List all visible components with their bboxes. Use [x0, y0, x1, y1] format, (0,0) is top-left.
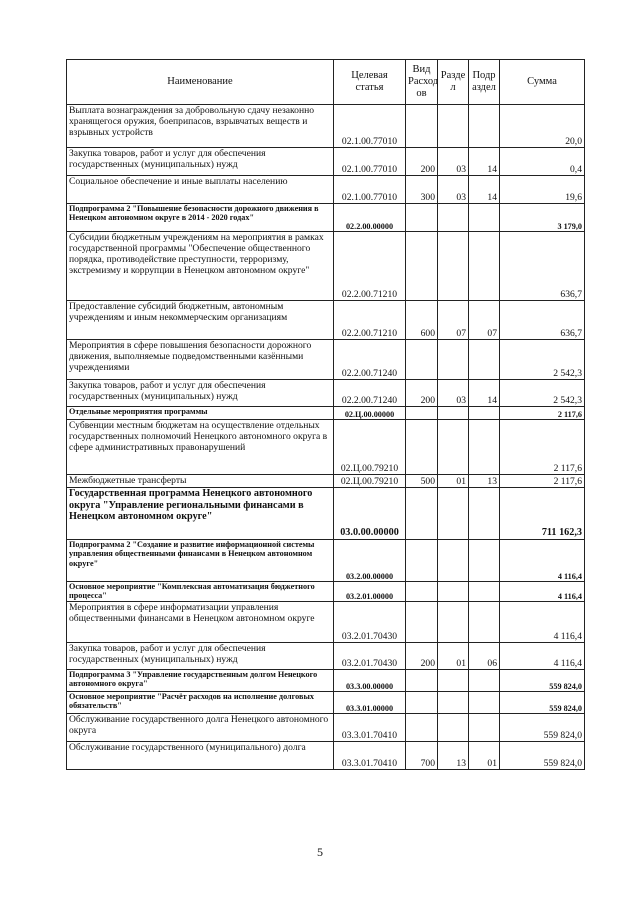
cell-section: 03 — [438, 380, 469, 407]
cell-name: Отдельные мероприятия программы — [67, 407, 334, 420]
cell-section — [438, 407, 469, 420]
cell-sum: 2 117,6 — [500, 420, 585, 475]
cell-target: 03.3.01.70410 — [334, 714, 406, 742]
table-row — [67, 420, 585, 475]
cell-name: Мероприятия в сфере повышения безопасности дорожного движения, выполняемые подведомственными казёнными учреждениями — [67, 340, 334, 380]
cell-target: 02.2.00.71210 — [334, 301, 406, 340]
cell-section — [438, 602, 469, 643]
cell-subsection: 14 — [469, 380, 500, 407]
page-number: 5 — [317, 845, 323, 859]
table-body — [67, 105, 585, 770]
cell-subsection — [469, 232, 500, 301]
cell-target: 02.2.00.00000 — [334, 204, 406, 232]
table-header-row — [67, 60, 585, 105]
table-row — [67, 148, 585, 176]
cell-subsection — [469, 714, 500, 742]
cell-subsection — [469, 340, 500, 380]
cell-sum: 4 116,4 — [500, 582, 585, 602]
cell-sum: 636,7 — [500, 232, 585, 301]
cell-target: 02.2.00.71240 — [334, 380, 406, 407]
cell-subsection — [469, 692, 500, 714]
cell-type — [406, 488, 438, 540]
cell-name: Мероприятия в сфере информатизации управления общественными финансами в Ненецком автономном округе — [67, 602, 334, 643]
cell-name: Межбюджетные трансферты — [67, 475, 334, 488]
cell-subsection: 01 — [469, 742, 500, 770]
cell-name: Закупка товаров, работ и услуг для обеспечения государственных (муниципальных) нужд — [67, 643, 334, 670]
cell-target: 03.2.01.00000 — [334, 582, 406, 602]
table-row — [67, 475, 585, 488]
cell-name: Подпрограмма 2 "Создание и развитие информационной системы управления общественными финансами в Ненецком автономном округе" — [67, 540, 334, 582]
cell-target: 02.Ц.00.79210 — [334, 420, 406, 475]
cell-type — [406, 540, 438, 582]
cell-sum: 4 116,4 — [500, 540, 585, 582]
cell-type: 700 — [406, 742, 438, 770]
table-row — [67, 488, 585, 540]
cell-subsection — [469, 407, 500, 420]
cell-target: 02.1.00.77010 — [334, 105, 406, 148]
cell-sum: 2 117,6 — [500, 475, 585, 488]
cell-target: 03.0.00.00000 — [334, 488, 406, 540]
cell-name: Основное мероприятие "Расчёт расходов на исполнение долговых обязательств" — [67, 692, 334, 714]
cell-section: 13 — [438, 742, 469, 770]
cell-subsection — [469, 540, 500, 582]
cell-target: 02.2.00.71210 — [334, 232, 406, 301]
cell-type — [406, 714, 438, 742]
header-name: Наименование — [67, 60, 334, 105]
cell-name: Закупка товаров, работ и услуг для обеспечения государственных (муниципальных) нужд — [67, 380, 334, 407]
cell-subsection — [469, 420, 500, 475]
cell-target: 02.2.00.71240 — [334, 340, 406, 380]
cell-type — [406, 420, 438, 475]
table-row — [67, 670, 585, 692]
table-row — [67, 742, 585, 770]
table-row — [67, 204, 585, 232]
cell-sum: 19,6 — [500, 176, 585, 204]
cell-name: Выплата вознаграждения за добровольную сдачу незаконно хранящегося оружия, боеприпасов, взрывчатых веществ и взрывных устройств — [67, 105, 334, 148]
cell-target: 03.3.00.00000 — [334, 670, 406, 692]
table-row — [67, 714, 585, 742]
cell-name: Обслуживание государственного долга Ненецкого автономного округа — [67, 714, 334, 742]
cell-subsection — [469, 488, 500, 540]
cell-section — [438, 714, 469, 742]
cell-target: 02.1.00.77010 — [334, 148, 406, 176]
cell-sum: 3 179,0 — [500, 204, 585, 232]
cell-target: 02.Ц.00.00000 — [334, 407, 406, 420]
cell-subsection — [469, 582, 500, 602]
cell-section — [438, 488, 469, 540]
cell-section — [438, 340, 469, 380]
cell-subsection — [469, 602, 500, 643]
cell-subsection: 13 — [469, 475, 500, 488]
cell-name: Подпрограмма 2 "Повышение безопасности дорожного движения в Ненецком автономном округе в 2014 - 2020 годах" — [67, 204, 334, 232]
cell-type — [406, 692, 438, 714]
cell-target: 03.2.01.70430 — [334, 643, 406, 670]
cell-type — [406, 582, 438, 602]
cell-sum: 559 824,0 — [500, 742, 585, 770]
cell-sum: 711 162,3 — [500, 488, 585, 540]
cell-type: 500 — [406, 475, 438, 488]
cell-subsection: 14 — [469, 148, 500, 176]
table-row — [67, 602, 585, 643]
table-row — [67, 232, 585, 301]
cell-section — [438, 692, 469, 714]
cell-type — [406, 204, 438, 232]
cell-target: 02.Ц.00.79210 — [334, 475, 406, 488]
cell-subsection — [469, 204, 500, 232]
cell-sum: 20,0 — [500, 105, 585, 148]
cell-type — [406, 670, 438, 692]
cell-name: Закупка товаров, работ и услуг для обеспечения государственных (муниципальных) нужд — [67, 148, 334, 176]
cell-type: 600 — [406, 301, 438, 340]
cell-subsection: 14 — [469, 176, 500, 204]
cell-target: 03.3.01.00000 — [334, 692, 406, 714]
table-row — [67, 340, 585, 380]
cell-target: 03.3.01.70410 — [334, 742, 406, 770]
table-row — [67, 582, 585, 602]
cell-name: Основное мероприятие "Комплексная автоматизация бюджетного процесса" — [67, 582, 334, 602]
table-row — [67, 105, 585, 148]
header-type: Вид Расход ов — [406, 60, 438, 105]
cell-type: 300 — [406, 176, 438, 204]
table-row — [67, 407, 585, 420]
cell-name: Подпрограмма 3 "Управление государственным долгом Ненецкого автономного округа" — [67, 670, 334, 692]
cell-subsection: 06 — [469, 643, 500, 670]
cell-name: Субвенции местным бюджетам на осуществление отдельных государственных полномочий Ненецкого автономного округа в сфере административных правонарушений — [67, 420, 334, 475]
cell-type — [406, 340, 438, 380]
cell-target: 02.1.00.77010 — [334, 176, 406, 204]
cell-sum: 4 116,4 — [500, 643, 585, 670]
cell-name: Предоставление субсидий бюджетным, автономным учреждениям и иным некоммерческим организациям — [67, 301, 334, 340]
cell-subsection — [469, 670, 500, 692]
cell-sum: 2 542,3 — [500, 340, 585, 380]
cell-section — [438, 540, 469, 582]
cell-section: 01 — [438, 475, 469, 488]
cell-section: 03 — [438, 148, 469, 176]
cell-sum: 559 824,0 — [500, 670, 585, 692]
table-row — [67, 643, 585, 670]
cell-section — [438, 105, 469, 148]
table-row — [67, 380, 585, 407]
cell-section: 07 — [438, 301, 469, 340]
cell-type — [406, 407, 438, 420]
cell-target: 03.2.00.00000 — [334, 540, 406, 582]
budget-table — [66, 59, 585, 770]
cell-name: Государственная программа Ненецкого автономного округа "Управление региональными финансами в Ненецком автономном округе" — [67, 488, 334, 540]
cell-type: 200 — [406, 643, 438, 670]
cell-section: 03 — [438, 176, 469, 204]
cell-sum: 2 542,3 — [500, 380, 585, 407]
cell-type: 200 — [406, 380, 438, 407]
cell-type — [406, 105, 438, 148]
cell-subsection — [469, 105, 500, 148]
cell-section — [438, 420, 469, 475]
cell-sum: 2 117,6 — [500, 407, 585, 420]
table-row — [67, 540, 585, 582]
cell-sum: 559 824,0 — [500, 714, 585, 742]
cell-sum: 636,7 — [500, 301, 585, 340]
cell-name: Обслуживание государственного (муниципального) долга — [67, 742, 334, 770]
cell-target: 03.2.01.70430 — [334, 602, 406, 643]
cell-sum: 4 116,4 — [500, 602, 585, 643]
header-section: Разде л — [438, 60, 469, 105]
header-sum: Сумма — [500, 60, 585, 105]
cell-sum: 0,4 — [500, 148, 585, 176]
table-row — [67, 301, 585, 340]
cell-section — [438, 670, 469, 692]
cell-name: Социальное обеспечение и иные выплаты населению — [67, 176, 334, 204]
cell-section — [438, 582, 469, 602]
header-subsection: Подр аздел — [469, 60, 500, 105]
cell-name: Субсидии бюджетным учреждениям на мероприятия в рамках государственной программы "Обеспечение общественного порядка, противодействие преступности, терроризму, экстремизму и коррупции в Ненецком автономном округе" — [67, 232, 334, 301]
cell-type — [406, 232, 438, 301]
cell-type — [406, 602, 438, 643]
table-row — [67, 176, 585, 204]
cell-subsection: 07 — [469, 301, 500, 340]
cell-section: 01 — [438, 643, 469, 670]
cell-section — [438, 232, 469, 301]
header-target: Целевая статья — [334, 60, 406, 105]
cell-section — [438, 204, 469, 232]
cell-sum: 559 824,0 — [500, 692, 585, 714]
cell-type: 200 — [406, 148, 438, 176]
table-row — [67, 692, 585, 714]
